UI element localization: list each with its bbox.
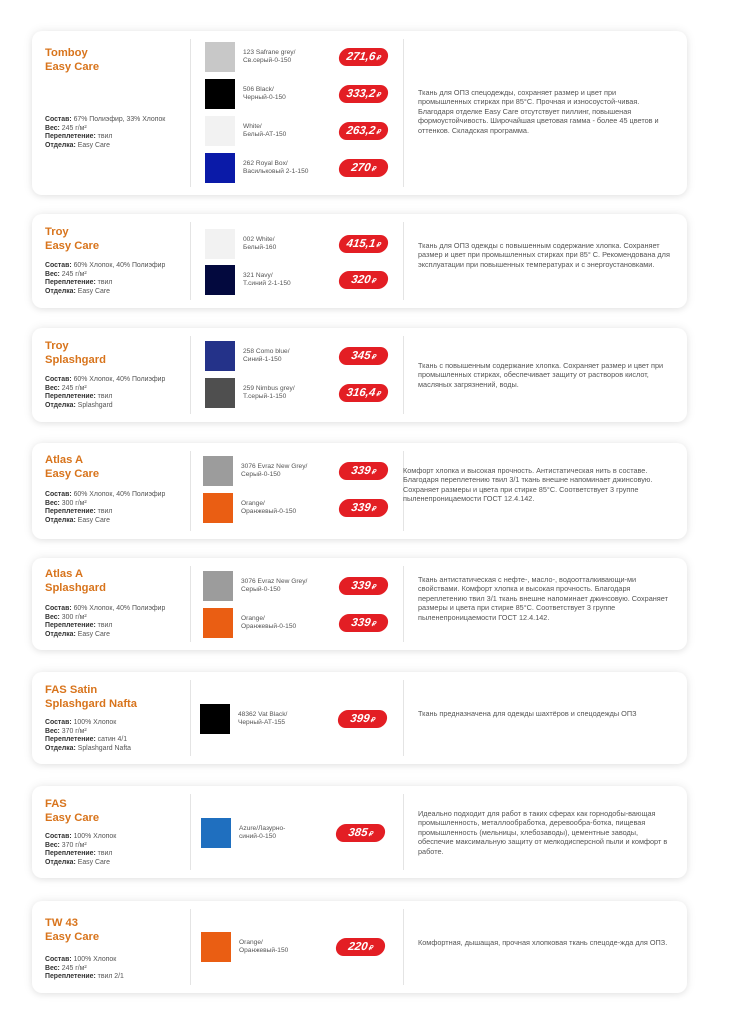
color-name: Orange/ Оранжевый-0-150 <box>241 615 297 631</box>
color-swatch <box>205 79 235 109</box>
spec-weight-label: Вес: <box>45 384 60 392</box>
divider-left <box>190 451 191 531</box>
product-title: Troy Easy Care <box>45 226 100 252</box>
spec-weave <box>45 133 165 142</box>
spec-weight <box>45 500 165 509</box>
spec-weight <box>45 614 165 623</box>
price-badge <box>338 271 390 289</box>
product-card <box>32 786 687 878</box>
price-value: 385 <box>347 827 369 839</box>
product-description: Ткань с повышенным содержание хлопка. Сохраняет размер и цвет при промышленных стирках, обеспечивает защиту от растворов кислот, масляных загрязнений, воды. <box>418 361 664 389</box>
price-badge <box>338 85 390 103</box>
price-badge <box>338 577 390 595</box>
price-badge <box>335 824 387 842</box>
spec-composition-label: Состав: <box>45 491 72 498</box>
spec-weave-label: Переплетение: <box>45 622 96 630</box>
price-value: 271,6 <box>345 51 377 63</box>
color-swatch <box>205 378 235 408</box>
spec-weave <box>45 622 165 631</box>
spec-weave <box>45 393 165 402</box>
color-option <box>205 341 394 371</box>
spec-finish <box>45 745 131 754</box>
price-value: 316,4 <box>345 387 377 399</box>
product-title: TW 43 Easy Care <box>45 917 100 943</box>
color-name: 262 Royal Box/ Васильковый 2-1-150 <box>243 160 309 176</box>
price-badge <box>337 710 389 728</box>
color-option <box>203 456 394 486</box>
product-description: Ткань антистатическая с нефте-, масло-, водоотталкивающи-ми свойствами. Комфорт хлопка и высокая прочность. Благодаря переплетению твил 3/1 ткань внешне напоминает джинсовую. Сохраняет размеры и цвета при стирке 85°С. Соответствует 3 группе пыленепроницаемости ГОСТ 12.4.142. <box>418 575 668 622</box>
spec-finish <box>45 402 165 411</box>
color-swatch <box>203 571 233 601</box>
spec-weight <box>45 385 165 394</box>
color-option <box>203 571 394 601</box>
spec-weave-label: Переплетение: <box>45 393 96 401</box>
price-value: 320 <box>350 274 372 286</box>
currency-sign: ₽ <box>375 129 381 136</box>
color-name: 259 Nimbus grey/ Т.серый-1-150 <box>243 385 295 401</box>
spec-composition <box>45 956 124 965</box>
spec-weave-value: твил <box>97 622 113 630</box>
spec-finish-value: Easy Care <box>77 630 110 638</box>
price-value: 415,1 <box>345 238 377 250</box>
spec-weight <box>45 271 165 280</box>
spec-weight <box>45 965 124 974</box>
price-badge <box>338 347 390 365</box>
product-card <box>32 328 687 422</box>
color-option <box>205 79 394 109</box>
price-value: 339 <box>350 580 372 592</box>
currency-sign: ₽ <box>367 831 373 838</box>
spec-weight <box>45 842 116 851</box>
currency-sign: ₽ <box>370 584 376 591</box>
product-description: Ткань предназначена для одежды шахтёров и спецодежды ОПЗ <box>418 709 637 718</box>
color-option <box>201 818 391 848</box>
product-card <box>32 672 687 764</box>
spec-composition-label: Состав: <box>45 376 72 383</box>
spec-composition-value: 100% Хлопок <box>73 833 117 840</box>
spec-weave-value: сатин 4/1 <box>97 736 128 744</box>
spec-weight-value: 370 г/м² <box>61 727 87 735</box>
spec-weight <box>45 728 131 737</box>
color-name: 258 Como blue/ Синий-1-150 <box>243 348 290 364</box>
divider-left <box>190 680 191 756</box>
spec-weight-value: 245 г/м² <box>61 964 87 972</box>
spec-weave <box>45 973 124 982</box>
color-swatch <box>203 493 233 523</box>
currency-sign: ₽ <box>375 55 381 62</box>
spec-weave <box>45 850 116 859</box>
spec-finish-label: Отделка: <box>45 630 76 638</box>
divider-left <box>190 794 191 870</box>
spec-weave <box>45 279 165 288</box>
color-option <box>205 153 394 183</box>
product-specs <box>45 833 116 867</box>
spec-weight-value: 245 г/м² <box>61 270 87 278</box>
product-specs <box>45 491 165 525</box>
currency-sign: ₽ <box>370 278 376 285</box>
currency-sign: ₽ <box>370 166 376 173</box>
color-option <box>203 493 394 523</box>
spec-weave-label: Переплетение: <box>45 133 96 141</box>
price-badge <box>338 159 390 177</box>
currency-sign: ₽ <box>370 354 376 361</box>
price-value: 399 <box>349 713 371 725</box>
product-specs <box>45 262 165 296</box>
spec-composition <box>45 833 116 842</box>
spec-weave-label: Переплетение: <box>45 279 96 287</box>
currency-sign: ₽ <box>369 717 375 724</box>
divider-right <box>403 222 404 300</box>
color-option <box>205 42 394 72</box>
spec-finish-value: Easy Care <box>77 516 110 524</box>
spec-weave <box>45 508 165 517</box>
divider-left <box>190 222 191 300</box>
divider-right <box>403 336 404 414</box>
spec-weight-label: Вес: <box>45 124 60 132</box>
product-card <box>32 558 687 650</box>
spec-finish <box>45 517 165 526</box>
product-title: Atlas A Splashgard <box>45 568 106 594</box>
price-value: 333,2 <box>345 88 377 100</box>
spec-composition-value: 60% Хлопок, 40% Полиэфир <box>73 605 166 612</box>
color-name: Orange/ Оранжевый-0-150 <box>241 500 297 516</box>
divider-right <box>403 39 404 187</box>
spec-weight-value: 245 г/м² <box>61 384 87 392</box>
color-name: 48362 Vat Black/ Черный-АТ-155 <box>238 711 288 727</box>
product-specs <box>45 116 165 150</box>
product-card <box>32 31 687 195</box>
color-swatch <box>200 704 230 734</box>
product-title: FAS Easy Care <box>45 798 100 824</box>
price-value: 270 <box>350 162 372 174</box>
spec-finish <box>45 288 165 297</box>
price-badge <box>338 122 390 140</box>
spec-finish-value: Easy Care <box>77 287 110 295</box>
spec-composition-value: 100% Хлопок <box>73 956 117 963</box>
product-description: Комфортная, дышащая, прочная хлопковая ткань спецоде-жда для ОПЗ. <box>418 938 668 947</box>
spec-finish-value: Easy Care <box>77 858 110 866</box>
spec-weight <box>45 125 165 134</box>
spec-weight-value: 300 г/м² <box>61 499 87 507</box>
price-value: 345 <box>350 350 372 362</box>
color-name: 3076 Evraz New Grey/ Серый-0-150 <box>241 578 308 594</box>
product-title: Tomboy Easy Care <box>45 47 100 73</box>
price-value: 220 <box>347 941 369 953</box>
spec-composition-value: 60% Хлопок, 40% Полиэфир <box>73 491 166 498</box>
color-swatch <box>201 932 231 962</box>
color-option <box>205 229 394 259</box>
spec-composition-label: Состав: <box>45 833 72 840</box>
spec-finish-label: Отделка: <box>45 287 76 295</box>
color-swatch <box>205 42 235 72</box>
product-title: FAS Satin Splashgard Nafta <box>45 684 138 710</box>
product-description: Комфорт хлопка и высокая прочность. Антистатическая нить в составе. Благодаря переплетению твил 3/1 ткань внешне напоминает джинсовую. Сохраняет размеры и цвета при стирке 85°С. Соответствует 3 группе пыленепроницаемости ГОСТ 12.4.142. <box>403 466 653 504</box>
spec-composition-label: Состав: <box>45 719 72 726</box>
spec-composition <box>45 116 165 125</box>
color-swatch <box>205 341 235 371</box>
price-value: 339 <box>350 617 372 629</box>
product-specs <box>45 605 165 639</box>
color-option <box>200 704 393 734</box>
spec-composition <box>45 719 131 728</box>
spec-weave-label: Переплетение: <box>45 508 96 516</box>
currency-sign: ₽ <box>375 391 381 398</box>
color-name: Orange/ Оранжевый-150 <box>239 939 289 955</box>
spec-finish-label: Отделка: <box>45 516 76 524</box>
spec-finish-value: Splashgard <box>77 401 113 409</box>
spec-finish <box>45 859 116 868</box>
color-swatch <box>205 116 235 146</box>
color-swatch <box>205 265 235 295</box>
spec-weight-label: Вес: <box>45 613 60 621</box>
spec-finish-value: Easy Care <box>77 141 110 149</box>
spec-composition-label: Состав: <box>45 956 72 963</box>
spec-weight-label: Вес: <box>45 499 60 507</box>
product-specs <box>45 376 165 410</box>
spec-weave-value: твил <box>97 133 113 141</box>
color-name: 002 White/ Белый-160 <box>243 236 277 252</box>
currency-sign: ₽ <box>370 506 376 513</box>
spec-weight-label: Вес: <box>45 841 60 849</box>
price-badge <box>338 462 390 480</box>
color-swatch <box>201 818 231 848</box>
color-option <box>205 116 394 146</box>
spec-composition <box>45 605 165 614</box>
spec-composition-value: 67% Полиэфир, 33% Хлопок <box>73 116 166 123</box>
color-swatch <box>205 153 235 183</box>
price-badge <box>338 614 390 632</box>
spec-weave-value: твил <box>97 850 113 858</box>
spec-weave-label: Переплетение: <box>45 850 96 858</box>
currency-sign: ₽ <box>370 469 376 476</box>
color-swatch <box>203 456 233 486</box>
product-specs <box>45 956 124 982</box>
product-card <box>32 901 687 993</box>
price-badge <box>335 938 387 956</box>
price-value: 339 <box>350 465 372 477</box>
price-value: 339 <box>350 502 372 514</box>
divider-right <box>403 909 404 985</box>
spec-weave-value: твил <box>97 393 113 401</box>
product-description: Ткань для ОПЗ одежды с повышенным содержание хлопка. Сохраняет размер и цвет при промышленных стирках при 85° С. Рекомендована для эксплуатации при повышенных температурах и с энергоустановками. <box>418 241 670 269</box>
divider-right <box>403 566 404 642</box>
spec-finish-value: Splashgard Nafta <box>77 744 131 752</box>
spec-weave <box>45 736 131 745</box>
spec-finish <box>45 142 165 151</box>
product-description: Идеально подходит для работ в таких сферах как горнодобы-вающая промышленность, металлообработка, деревообра-ботка, пищевая промышленность (мельницы, хлебозаводы), цементные заводы, обеспечие максимальную защиту от мелкодисперсной пыли и комфорт в работе. <box>418 809 668 856</box>
divider-left <box>190 909 191 985</box>
price-badge <box>338 384 390 402</box>
spec-finish-label: Отделка: <box>45 744 76 752</box>
divider-left <box>190 336 191 414</box>
color-name: 3076 Evraz New Grey/ Серый-0-150 <box>241 463 308 479</box>
spec-weave-value: твил 2/1 <box>97 973 124 981</box>
spec-finish-label: Отделка: <box>45 401 76 409</box>
spec-finish-label: Отделка: <box>45 141 76 149</box>
spec-composition-label: Состав: <box>45 262 72 269</box>
spec-composition-value: 100% Хлопок <box>73 719 117 726</box>
color-name: 123 Safrane grey/ Св.серый-0-150 <box>243 49 296 65</box>
color-name: 506 Black/ Черный-0-150 <box>243 86 286 102</box>
color-name: Azure/Лазурно- синий-0-150 <box>239 825 286 841</box>
spec-composition-value: 60% Хлопок, 40% Полиэфир <box>73 262 166 269</box>
price-badge <box>338 235 390 253</box>
color-option <box>203 608 394 638</box>
color-swatch <box>203 608 233 638</box>
price-badge <box>338 499 390 517</box>
spec-weave-label: Переплетение: <box>45 973 96 981</box>
currency-sign: ₽ <box>375 242 381 249</box>
spec-finish-label: Отделка: <box>45 858 76 866</box>
spec-composition <box>45 491 165 500</box>
spec-composition-label: Состав: <box>45 605 72 612</box>
color-option <box>205 378 394 408</box>
spec-finish <box>45 631 165 640</box>
currency-sign: ₽ <box>370 621 376 628</box>
color-option <box>205 265 394 295</box>
product-card <box>32 443 687 539</box>
color-swatch <box>205 229 235 259</box>
product-specs <box>45 719 131 753</box>
spec-weave-value: твил <box>97 279 113 287</box>
spec-composition <box>45 262 165 271</box>
product-title: Troy Splashgard <box>45 340 106 366</box>
spec-composition <box>45 376 165 385</box>
divider-right <box>403 794 404 870</box>
price-badge <box>338 48 390 66</box>
spec-weight-value: 370 г/м² <box>61 841 87 849</box>
spec-weight-value: 245 г/м² <box>61 124 87 132</box>
product-card <box>32 214 687 308</box>
currency-sign: ₽ <box>375 92 381 99</box>
spec-composition-label: Состав: <box>45 116 72 123</box>
divider-right <box>403 680 404 756</box>
spec-composition-value: 60% Хлопок, 40% Полиэфир <box>73 376 166 383</box>
product-title: Atlas A Easy Care <box>45 454 100 480</box>
spec-weight-label: Вес: <box>45 270 60 278</box>
spec-weight-label: Вес: <box>45 964 60 972</box>
divider-left <box>190 39 191 187</box>
divider-left <box>190 566 191 642</box>
color-name: 321 Navy/ Т.синий 2-1-150 <box>243 272 291 288</box>
product-description: Ткань для ОПЗ спецодежды, сохраняет размер и цвет при промышленных стирках при 85°C. Прочная и износоустой-чивая. Благодаря отделке Easy Care отсутствует пиллинг, повышеная формоустойчивость. Широчайшая цветовая гамма - более 45 цветов и оттенков. Складская программа. <box>418 88 659 135</box>
spec-weight-label: Вес: <box>45 727 60 735</box>
price-value: 263,2 <box>345 125 377 137</box>
color-name: White/ Белый-АТ-150 <box>243 123 287 139</box>
color-option <box>201 932 391 962</box>
spec-weave-label: Переплетение: <box>45 736 96 744</box>
currency-sign: ₽ <box>367 945 373 952</box>
spec-weave-value: твил <box>97 508 113 516</box>
spec-weight-value: 300 г/м² <box>61 613 87 621</box>
